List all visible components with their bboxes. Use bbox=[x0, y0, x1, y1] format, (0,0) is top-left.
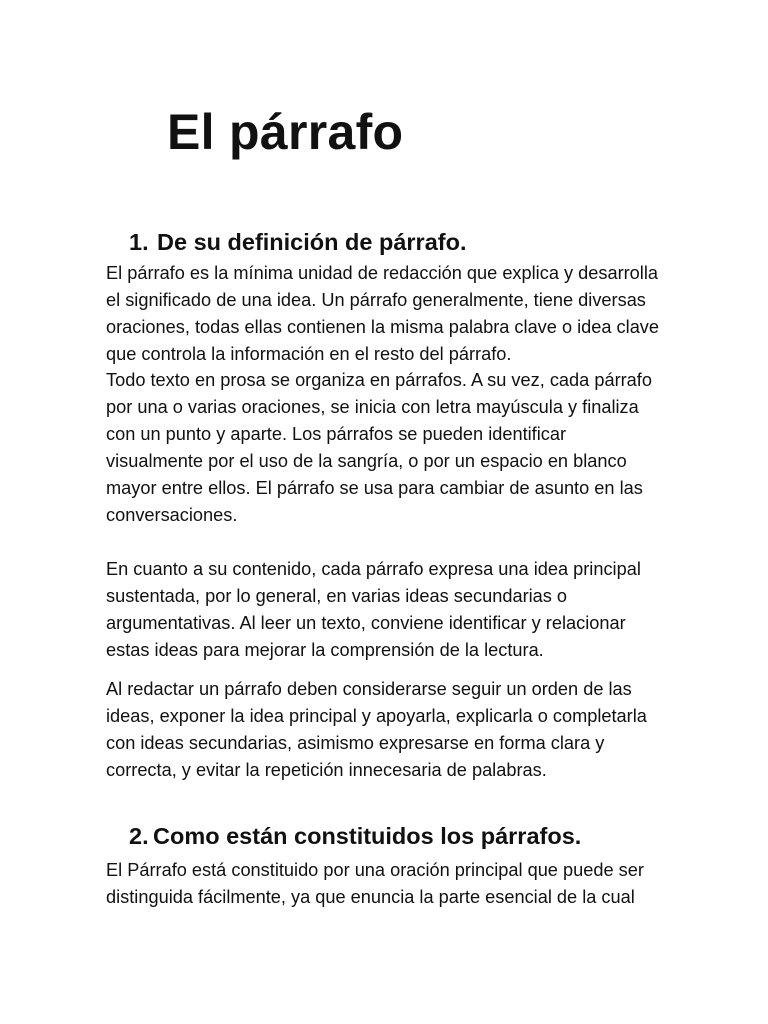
paragraph bbox=[106, 676, 647, 784]
paragraph-line: con un punto y aparte. Los párrafos se pueden identificar bbox=[106, 424, 567, 444]
paragraph-line: distinguida fácilmente, ya que enuncia la parte esencial de la cual bbox=[106, 887, 635, 907]
paragraph-line: En cuanto a su contenido, cada párrafo expresa una idea principal bbox=[106, 559, 641, 579]
paragraph bbox=[106, 556, 641, 664]
paragraph-line: El Párrafo está constituido por una oración principal que puede ser bbox=[106, 860, 644, 880]
section-heading-text: Como están constituidos los párrafos. bbox=[153, 823, 582, 849]
paragraph-line: que controla la información en el resto del párrafo. bbox=[106, 344, 512, 364]
paragraph-line: mayor entre ellos. El párrafo se usa para cambiar de asunto en las bbox=[106, 478, 643, 498]
paragraph-line: correcta, y evitar la repetición innecesaria de palabras. bbox=[106, 760, 547, 780]
paragraph-line: Al redactar un párrafo deben considerarse seguir un orden de las bbox=[106, 679, 632, 699]
paragraph-line: por una o varias oraciones, se inicia con letra mayúscula y finaliza bbox=[106, 397, 639, 417]
paragraph bbox=[106, 367, 652, 529]
paragraph-line: oraciones, todas ellas contienen la misma palabra clave o idea clave bbox=[106, 317, 660, 337]
section-heading bbox=[129, 820, 581, 852]
paragraph-line: El párrafo es la mínima unidad de redacción que explica y desarrolla bbox=[106, 263, 658, 283]
document-title: El párrafo bbox=[167, 104, 404, 160]
section-heading bbox=[129, 226, 466, 258]
paragraph-line: visualmente por el uso de la sangría, o por un espacio en blanco bbox=[106, 451, 627, 471]
paragraph-line: argumentativas. Al leer un texto, conviene identificar y relacionar bbox=[106, 613, 626, 633]
paragraph-line: estas ideas para mejorar la comprensión de la lectura. bbox=[106, 640, 544, 660]
paragraph-line: con ideas secundarias, asimismo expresarse en forma clara y bbox=[106, 733, 605, 753]
paragraph bbox=[106, 260, 659, 368]
section-heading-text: De su definición de párrafo. bbox=[157, 229, 467, 255]
paragraph-line: ideas, exponer la idea principal y apoyarla, explicarla o completarla bbox=[106, 706, 647, 726]
paragraph-line: sustentada, por lo general, en varias ideas secundarias o bbox=[106, 586, 568, 606]
section-number: 2. bbox=[129, 823, 149, 849]
paragraph bbox=[106, 857, 644, 911]
paragraph-line: el significado de una idea. Un párrafo generalmente, tiene diversas bbox=[106, 290, 646, 310]
paragraph-line: conversaciones. bbox=[106, 505, 238, 525]
paragraph-line: Todo texto en prosa se organiza en párrafos. A su vez, cada párrafo bbox=[106, 370, 652, 390]
section-number: 1. bbox=[129, 229, 149, 255]
